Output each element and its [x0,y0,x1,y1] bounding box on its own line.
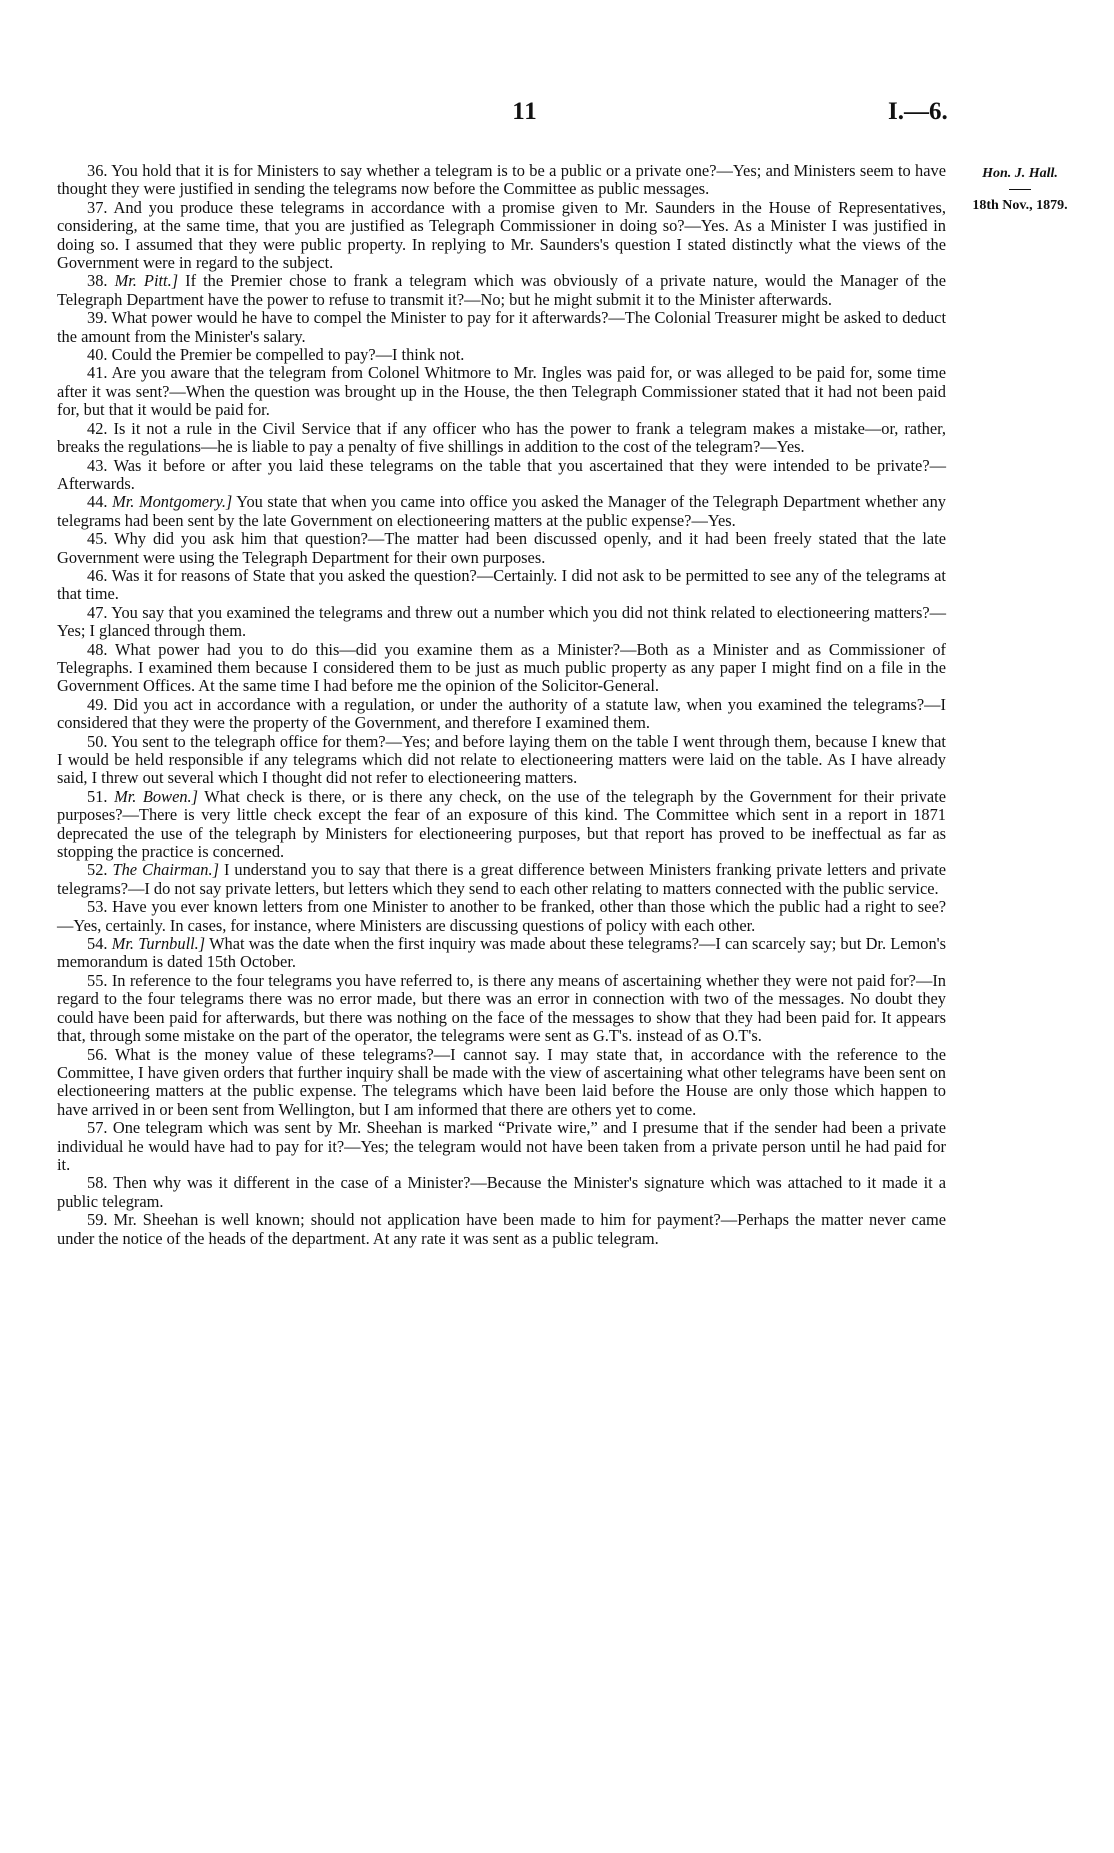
question-text: What is the money value of these telegrams?—I cannot say. I may state that, in accordance with the reference to the Committee, I have given orders that further inquiry shall be made with the view of ascertaining what other telegrams have been sent on electioneering matters at the public expense. The telegrams which have been laid before the House are only those which happen to have arrived in or been sent from Wellington, but I am informed that there are others yet to come. [57,1044,946,1119]
question-text: I understand you to say that there is a great difference between Ministers franking private letters and private telegrams?—I do not say private letters, but letters which they send to each other relating to matters connected with the public service. [57,860,946,898]
question-paragraph [57,1119,946,1174]
question-number: 48. [87,639,108,659]
question-paragraph [57,309,946,346]
question-text: And you produce these telegrams in accordance with a promise given to Mr. Saunders in the House of Representatives, considering, at the same time, that you are justified as Telegraph Commissioner in doing so?—Yes. As a Minister I was justified in doing so. I assumed that they were public property. In replying to Mr. Saunders's question I stated distinctly what the views of the Government were in regard to the subject. [57,197,946,273]
paper-reference: I.—6. [888,98,948,125]
question-paragraph [57,346,946,364]
evidence-date: 18th Nov., 1879. [972,198,1068,213]
question-text: Was it for reasons of State that you asked the question?—Certainly. I did not ask to be permitted to see any of the telegrams at that time. [57,565,946,604]
question-paragraph [57,1174,946,1211]
question-number: 49. [87,694,108,714]
question-text: You say that you examined the telegrams and threw out a number which you did not think related to electioneering matters?—Yes; I glanced through them. [57,602,946,641]
question-paragraph [57,364,946,419]
questioner-name: Mr. Pitt.] [114,271,179,291]
question-number: 53. [87,897,108,917]
question-number: 36. [87,161,108,180]
question-text: What power would he have to compel the Minister to pay for it afterwards?—The Colonial Treasurer might be asked to deduct the amount from the Minister's salary. [57,308,946,346]
question-text: If the Premier chose to frank a telegram which was obviously of a private nature, would the Manager of the Telegraph Department have the power to refuse to transmit it?—No; but he might submit it to the Minister afterwards. [57,271,946,309]
question-number: 43. [87,455,108,475]
question-paragraph [57,788,946,862]
question-number: 52. [87,860,108,880]
margin-note [960,164,1080,215]
question-number: 44. [87,492,108,512]
questioner-name: The Chairman.] [112,860,219,880]
question-paragraph [57,935,946,972]
questioner-name: Mr. Turnbull.] [111,934,206,954]
question-number: 47. [87,602,108,622]
question-text: You hold that it is for Ministers to say whether a telegram is to be a public or a private one?—Yes; and Ministers seem to have thought they were justified in sending the telegrams now before the Committee as public messages. [57,161,946,199]
question-paragraph [57,696,946,733]
question-number: 38. [87,271,108,291]
question-paragraph [57,604,946,641]
question-paragraph [57,420,946,457]
question-text: What power had you to do this—did you examine them as a Minister?—Both as a Minister and as Commissioner of Telegraphs. I examined them because I considered them to be just as much public property as any paper I might find on a file in the Government Offices. At the same time I had before me the opinion of the Solicitor-General. [57,639,946,696]
question-number: 54. [87,934,108,954]
question-text: One telegram which was sent by Mr. Sheehan is marked “Private wire,” and I presume that if the sender had been a private individual he would have had to pay for it?—Yes; the telegram would not have been taken from a private person until he had paid for it. [57,1118,946,1174]
questioner-name: Mr. Bowen.] [114,786,199,806]
question-paragraph [57,1046,946,1120]
question-text: Have you ever known letters from one Minister to another to be franked, other than those which the public had a right to see?—Yes, certainly. In cases, for instance, where Ministers are discussing questions of policy with each other. [57,897,946,935]
question-number: 56. [87,1044,108,1064]
question-number: 39. [87,308,108,328]
question-paragraph [57,457,946,494]
margin-divider [1009,189,1031,190]
questioner-name: Mr. Montgomery.] [112,492,233,512]
question-number: 55. [87,970,108,990]
question-paragraph [57,493,946,530]
question-text: Mr. Sheehan is well known; should not application have been made to him for payment?—Perhaps the matter never came under the notice of the heads of the department. At any rate it was sent as a public telegram. [57,1210,946,1248]
question-paragraph [57,898,946,935]
question-number: 58. [87,1173,108,1193]
question-text: Is it not a rule in the Civil Service that if any officer who has the power to frank a telegram makes a mistake—or, rather, breaks the regulations—he is liable to pay a penalty of five shillings in addition to the cost of the telegram?—Yes. [57,418,947,457]
question-number: 57. [87,1118,108,1138]
question-text: Why did you ask him that question?—The matter had been discussed openly, and it had been freely stated that the late Government were using the Telegraph Department for their own purposes. [57,529,946,567]
question-text: What was the date when the first inquiry was made about these telegrams?—I can scarcely say; but Dr. Lemon's memorandum is dated 15th October. [57,934,947,972]
question-paragraph [57,567,946,604]
question-paragraph [57,272,946,309]
question-text: Was it before or after you laid these telegrams on the table that you ascertained that they were intended to be private?—Afterwards. [57,455,946,493]
question-number: 41. [87,363,108,383]
question-text: You state that when you came into office you asked the Manager of the Telegraph Department whether any telegrams had been sent by the late Government on electioneering matters at the public expense?—Yes. [57,492,946,530]
question-paragraph [57,530,946,567]
question-number: 45. [87,529,108,549]
question-text: Did you act in accordance with a regulation, or under the authority of a statute law, when you examined the telegrams?—I considered that they were the property of the Government, and therefore I examined them. [57,694,946,733]
question-paragraph [57,641,946,696]
question-number: 37. [87,197,108,217]
question-paragraph [57,733,946,788]
question-text: You sent to the telegraph office for them?—Yes; and before laying them on the table I went through them, because I knew that I would be held responsible if any telegrams which did not relate to electioneering matters were laid on the table. As I have already said, I threw out several which I thought did not refer to electioneering matters. [57,731,946,788]
question-paragraph [57,861,946,898]
question-number: 50. [87,731,108,751]
question-paragraph [57,972,946,1046]
question-paragraph [57,162,946,199]
question-number: 51. [87,786,108,806]
question-text: Then why was it different in the case of a Minister?—Because the Minister's signature which was attached to it made it a public telegram. [57,1173,946,1211]
question-number: 46. [87,565,108,585]
question-number: 42. [87,418,108,438]
question-text: Are you aware that the telegram from Colonel Whitmore to Mr. Ingles was paid for, or was alleged to be paid for, some time after it was sent?—When the question was brought up in the House, the then Telegraph Commissioner stated that it had not been paid for, but that it would be paid for. [57,363,946,420]
question-text: Could the Premier be compelled to pay?—I think not. [111,345,465,365]
question-text: In reference to the four telegrams you have referred to, is there any means of ascertaining whether they were not paid for?—In regard to the four telegrams there was no error made, but there was an error in connection with two of the messages. No doubt they could have been paid for afterwards, but there was nothing on the face of the messages to show that they had been paid for. It appears that, through some mistake on the part of the operator, the telegrams were sent as G.T's. instead of as O.T's. [57,970,946,1046]
evidence-text [57,162,946,1248]
question-text: What check is there, or is there any check, on the use of the telegraph by the Government for their private purposes?—There is very little check except the fear of an exposure of this kind. The Committee which sent in a report in 1871 deprecated the use of the telegraph by Ministers for electioneering purposes, but that report has proved to be ineffectual as far as stopping the practice is concerned. [57,786,946,862]
witness-name: Hon. J. Hall. [982,166,1058,181]
question-paragraph [57,1211,946,1248]
page-number: 11 [512,98,538,125]
question-number: 40. [87,345,108,365]
question-paragraph [57,199,946,273]
question-number: 59. [87,1210,108,1230]
